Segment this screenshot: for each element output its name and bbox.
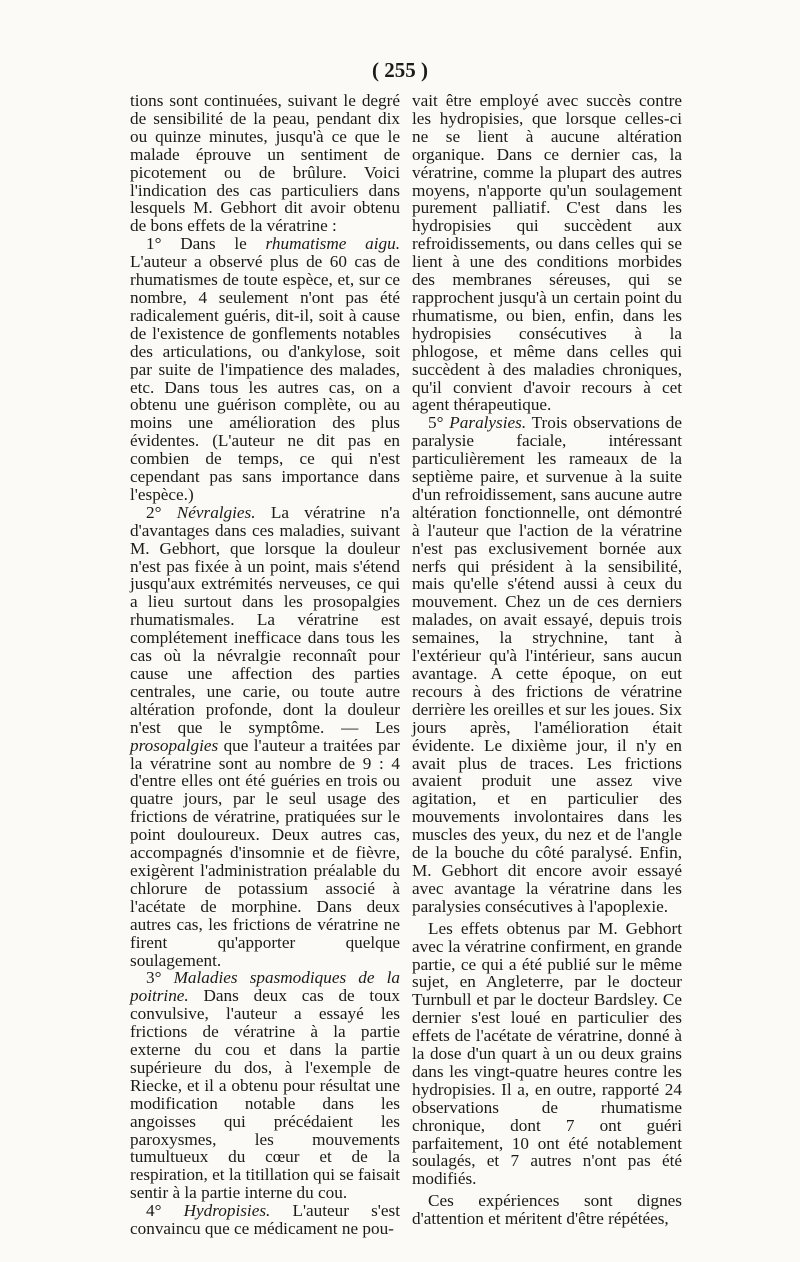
item-number: 4° (146, 1201, 184, 1221)
paragraph-maladies-spasmodiques (130, 969, 400, 1202)
left-column (130, 92, 400, 1238)
item-number: 1° Dans le (146, 234, 266, 254)
paragraph-rhumatisme (130, 235, 400, 504)
paragraph-text: L'auteur s'est convaincu que ce médicament ne pou- (130, 1201, 400, 1239)
paragraph-nevralgies (130, 504, 400, 970)
section-heading-paralysies: Paralysies. (449, 413, 527, 433)
section-heading-nevralgies: Névralgies. (176, 502, 256, 522)
paragraph-text: Dans deux cas de toux convulsive, l'auteur a essayé les frictions de vératrine à la partie externe du cou et dans la partie supérieure du dos, à l'exemple de Riecke, et il a obtenu pour résultat une modification notable dans les angoisses qui précédaient les paroxysmes, les mouvements tumultueux du cœur et de la respiration, et la titillation qui se faisait sentir à la partie interne du cou. (130, 986, 400, 1203)
paragraph-paralysies (412, 414, 682, 915)
paragraph-hydropisies-continued: vait être employé avec succès contre les hydropisies, que lorsque celles-ci ne se lient à aucune altération organique. Dans ce dernier cas, la vératrine, comme la plupart des autres moyens, n'apporte qu'un soulagement purement palliatif. C'est dans les hydropisies qui succèdent aux refroidissements, ou dans celles qui se lient à une des conditions morbides des membranes séreuses, qui se rapprochent jusqu'à un certain point du rhumatisme, ou bien, enfin, dans les hydropisies consécutives à la phlogose, et même dans celles qui succèdent à des maladies chroniques, qu'il convient d'avoir recours à cet agent thérapeutique. (412, 91, 682, 415)
paragraph-hydropisies (130, 1202, 400, 1238)
paragraph-conclusion: Ces expériences sont dignes d'attention et méritent d'être répétées, (412, 1191, 682, 1229)
paragraph-text: La vératrine n'a d'avantages dans ces maladies, suivant M. Gebhort, que lorsque la douleur n'est pas fixée à un point, mais s'étend jusqu'aux extrémités nerveuses, ce qui a lieu surtout dans les prosopalgies rhumatismales. La vératrine est complétement inefficace dans tous les cas où la névralgie reconnaît pour cause une affection des parties centrales, une carie, ou toute autre altération profonde, dont la douleur n'est que le symptôme. — Les (130, 502, 400, 737)
right-column (412, 92, 682, 1228)
item-number: 3° (146, 968, 174, 988)
paragraph-text: L'auteur a observé plus de 60 cas de rhumatismes de toute espèce, et, sur ce nombre, 4 seulement n'ont pas été radicalement guéris, dit-il, soit à cause de l'existence de gonflements notables des articulations, ou d'ankylose, soit par suite de l'impatience des malades, etc. Dans tous les autres cas, on a obtenu une guérison complète, ou au moins une amélioration des plus évidentes. (L'auteur ne dit pas en combien de temps, ce qui n'est cependant pas sans importance dans l'espèce.) (130, 252, 400, 504)
section-heading-maladies-spasmodiques: Maladies spasmodiques de la poitrine. (130, 968, 400, 1006)
paragraph-text: que l'auteur a traitées par la vératrine sont au nombre de 9 : 4 d'entre elles ont été guéries en trois ou quatre jours, par le seul usage des frictions de vératrine, pratiquées sur le point douloureux. Deux autres cas, accompagnés d'insomnie et de fièvre, exigèrent l'administration préalable du chlorure de potassium associé à l'acétate de morphine. Dans deux autres cas, les frictions de vératrine ne firent qu'apporter quelque soulagement. (130, 735, 400, 970)
paragraph-intro-continued: tions sont continuées, suivant le degré de sensibilité de la peau, pendant dix ou quinze minutes, jusqu'à ce que le malade éprouve un sentiment de picotement ou de brûlure. Voici l'indication des cas particuliers dans lesquels M. Gebhort dit avoir obtenu de bons effets de la vératrine : (130, 91, 400, 236)
item-number: 2° (146, 502, 177, 522)
paragraph-effets-obtenus: Les effets obtenus par M. Gebhort avec la vératrine confirment, en grande partie, ce qui a été publié sur le même sujet, en Angleterre, par le docteur Turnbull et par le docteur Bardsley. Ce dernier s'est loué en particulier des effets de l'acétate de vératrine, donné à la dose d'un quart à un ou deux grains dans les vingt-quatre heures contre les hydropisies. Il a, en outre, rapporté 24 observations de rhumatisme chronique, dont 7 ont guéri parfaitement, 10 ont été notablement soulagés, et 7 autres n'ont pas été modifiés. (412, 918, 682, 1189)
section-heading-hydropisies: Hydropisies. (183, 1201, 271, 1221)
term-prosopalgies: prosopalgies (130, 735, 219, 755)
item-number: 5° (428, 413, 450, 433)
paragraph-text: Trois observations de paralysie faciale, intéressant particulièrement les rameaux de la septième paire, et survenue à la suite d'un refroidissement, sans aucune autre altération fonctionnelle, ont démontré à l'auteur que l'action de la vératrine n'est pas exclusivement bornée aux nerfs qui président à la sensibilité, mais qu'elle s'étend aussi à ceux du mouvement. Chez un de ces derniers malades, on avait essayé, depuis trois semaines, la strychnine, tant à l'extérieur qu'à l'intérieur, sans aucun avantage. A cette époque, on eut recours à des frictions de vératrine derrière les oreilles et sur les joues. Six jours après, l'amélioration était évidente. Le dixième jour, il n'y en avait plus de traces. Les frictions avaient produit une assez vive agitation, et en particulier des mouvements involontaires dans les muscles des yeux, du nez et de l'angle de la bouche du côté paralysé. Enfin, M. Gebhort dit encore avoir essayé avec avantage la vératrine dans les paralysies consécutives à l'apoplexie. (412, 413, 683, 916)
section-heading-rhumatisme: rhumatisme aigu. (265, 234, 400, 254)
page-number: ( 255 ) (372, 58, 428, 82)
